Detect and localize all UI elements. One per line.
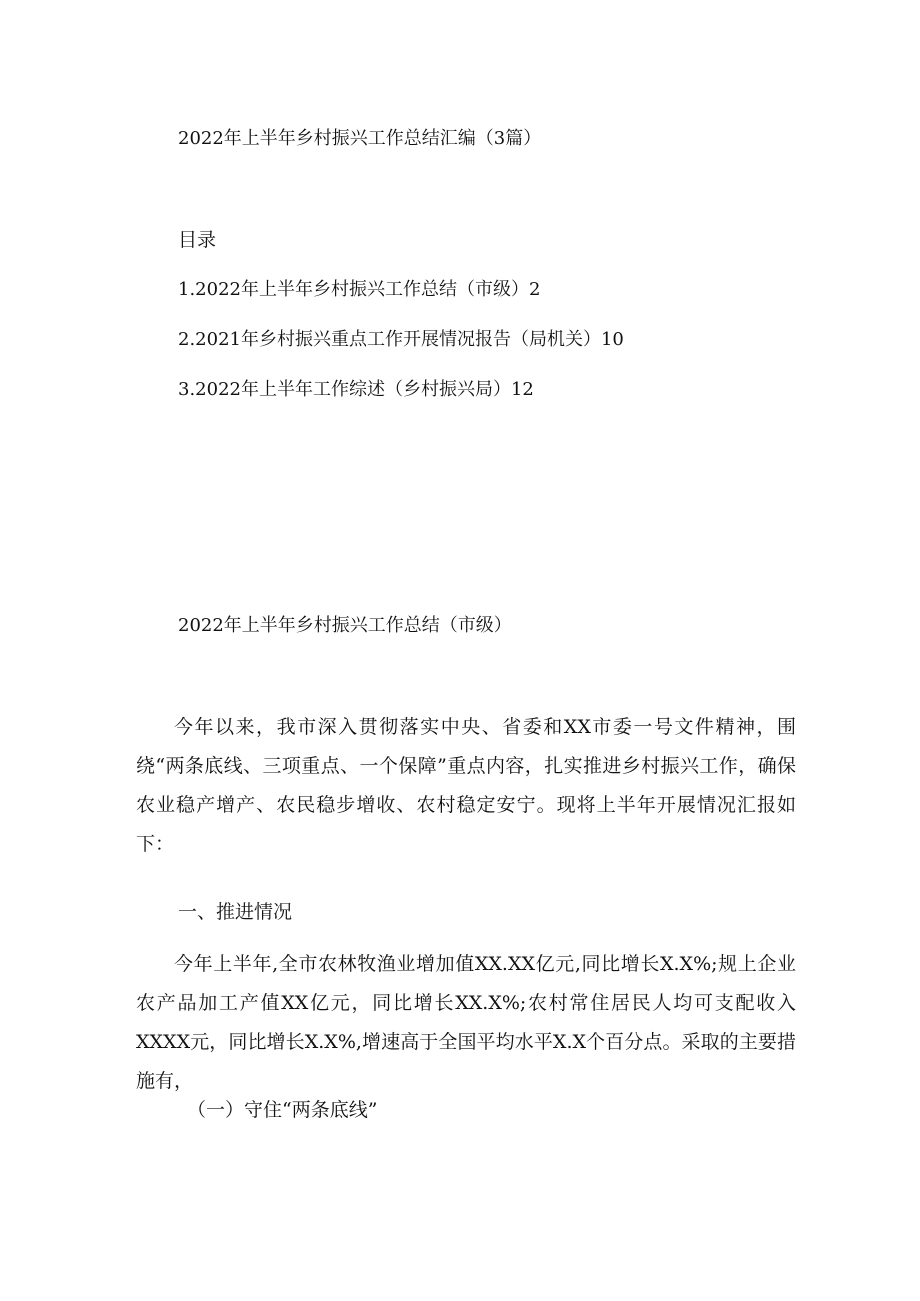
- toc-item: 3.2022年上半年工作综述（乡村振兴局）12: [178, 379, 534, 400]
- toc-heading: 目录: [178, 229, 217, 251]
- intro-paragraph: 今年以来，我市深入贯彻落实中央、省委和XX市委一号文件精神，围绕“两条底线、三项重点、一个保障”重点内容，扎实推进乡村振兴工作，确保农业稳产增产、农民稳步增收、农村稳定安宁。现将上半年开展情况汇报如下：: [136, 716, 796, 855]
- document-title: 2022年上半年乡村振兴工作总结汇编（3篇）: [178, 128, 542, 149]
- toc-item: 2.2021年乡村振兴重点工作开展情况报告（局机关）10: [178, 329, 624, 350]
- progress-paragraph: 今年上半年,全市农林牧渔业增加值XX.XX亿元,同比增长X.X%;规上企业农产品加工产值XX亿元，同比增长XX.X%;农村常住居民人均可支配收入XXXX元，同比增长X.X%,增速高于全国平均水平X.X个百分点。采取的主要措施有，: [136, 953, 796, 1092]
- section-title: 2022年上半年乡村振兴工作总结（市级）: [178, 615, 512, 636]
- toc-item: 1.2022年上半年乡村振兴工作总结（市级）2: [178, 279, 541, 300]
- subsection-heading: （一）守住“两条底线”: [187, 1099, 378, 1121]
- section-heading: 一、推进情况: [178, 901, 293, 923]
